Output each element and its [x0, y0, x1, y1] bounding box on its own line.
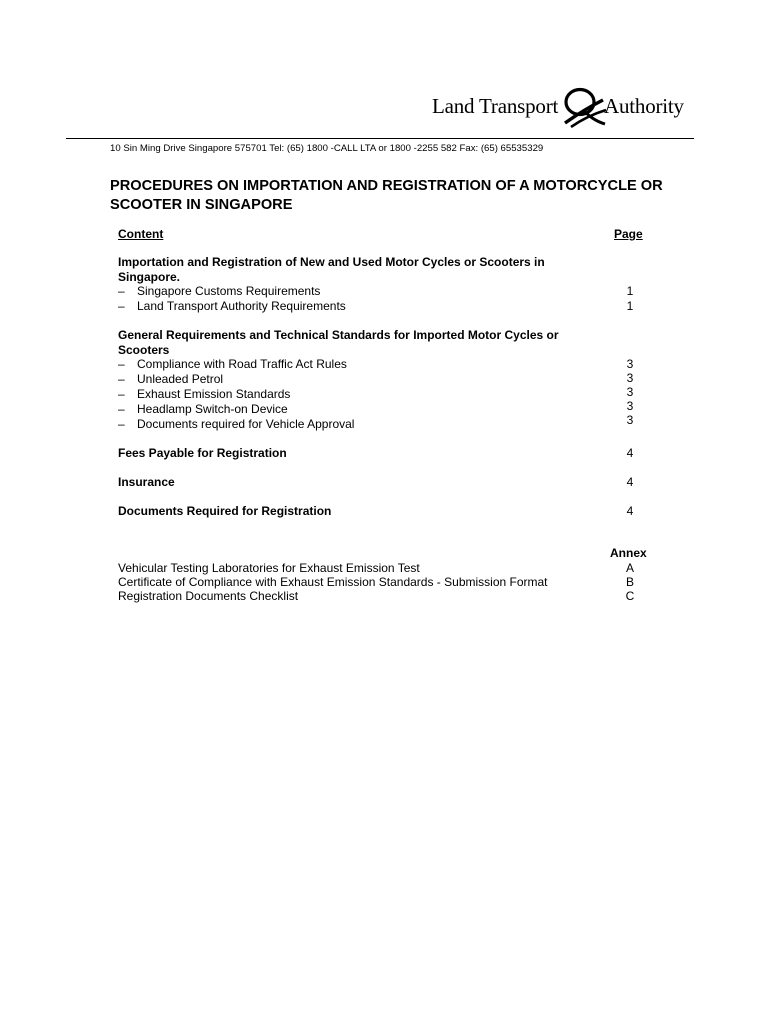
page-heading: Page	[614, 227, 643, 241]
annex-letter: B	[625, 575, 634, 589]
annex-item-label: Vehicular Testing Laboratories for Exhaust Emission Test	[118, 561, 420, 575]
address-line: 10 Sin Ming Drive Singapore 575701 Tel: (65) 1800 -CALL LTA or 1800 -2255 582 Fax: (65) 65535329	[110, 143, 544, 154]
dash-marker: –	[118, 402, 125, 416]
dash-marker: –	[118, 299, 125, 313]
toc-item-label: Exhaust Emission Standards	[137, 387, 291, 401]
toc-section-title: Insurance	[118, 475, 175, 489]
toc-item	[118, 387, 290, 402]
toc-page-number: 4	[626, 504, 634, 518]
toc-page-number: 3	[626, 399, 634, 413]
toc-page-number: 1	[626, 284, 634, 298]
dash-marker: –	[118, 284, 125, 298]
toc-page-number: 3	[626, 371, 634, 385]
toc-section-title: Importation and Registration of New and Used Motor Cycles or Scooters in Singapore.	[118, 255, 545, 284]
toc-item	[118, 357, 347, 372]
toc-item	[118, 299, 346, 314]
toc-page-number: 3	[626, 385, 634, 399]
lta-logo	[428, 86, 696, 130]
annex-heading: Annex	[610, 546, 647, 560]
lta-emblem-icon	[559, 86, 607, 128]
toc-item	[118, 402, 288, 417]
toc-item-label: Compliance with Road Traffic Act Rules	[137, 357, 347, 371]
toc-section-title: Fees Payable for Registration	[118, 446, 287, 460]
toc-item	[118, 372, 223, 387]
toc-item	[118, 284, 320, 299]
dash-marker: –	[118, 372, 125, 386]
toc-page-number: 4	[626, 475, 634, 489]
header-rule	[66, 138, 694, 139]
annex-letter: A	[625, 561, 634, 575]
logo-word-land-transport: Land Transport	[432, 94, 559, 118]
content-heading: Content	[118, 227, 164, 241]
toc-section-title: Documents Required for Registration	[118, 504, 332, 518]
toc-item	[118, 417, 354, 432]
toc-item-label: Land Transport Authority Requirements	[137, 299, 346, 313]
toc-item-label: Documents required for Vehicle Approval	[137, 417, 355, 431]
dash-marker: –	[118, 387, 125, 401]
toc-item-label: Unleaded Petrol	[137, 372, 224, 386]
document-title: PROCEDURES ON IMPORTATION AND REGISTRATION OF A MOTORCYCLE OR SCOOTER IN SINGAPORE	[110, 178, 663, 213]
annex-item-label: Certificate of Compliance with Exhaust Emission Standards - Submission Format	[118, 575, 548, 589]
dash-marker: –	[118, 357, 125, 371]
toc-page-number: 3	[626, 357, 634, 371]
annex-item-label: Registration Documents Checklist	[118, 589, 299, 603]
dash-marker: –	[118, 417, 125, 431]
toc-item-label: Singapore Customs Requirements	[137, 284, 321, 298]
toc-page-number: 3	[626, 413, 634, 427]
toc-page-number: 4	[626, 446, 634, 460]
logo-word-authority: Authority	[604, 94, 684, 118]
toc-item-label: Headlamp Switch-on Device	[137, 402, 288, 416]
toc-section-title: General Requirements and Technical Standards for Imported Motor Cycles or Scooters	[118, 328, 559, 357]
annex-letter: C	[625, 589, 635, 603]
toc-page-number: 1	[626, 299, 634, 313]
